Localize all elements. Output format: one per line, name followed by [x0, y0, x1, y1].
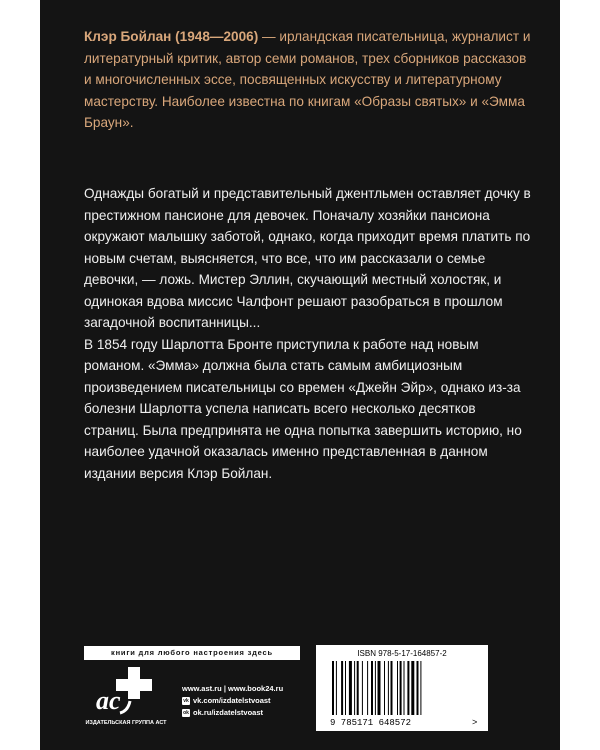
annotation-paragraph: В 1854 году Шарлотта Бронте приступила к работе над новым романом. «Эмма» должна была стать самым амбициозным произведением писательницы со времен «Джейн Эйр», однако из-за болезни Шарлотта успела написать всего несколько десятков страниц. Была предпринята не одна попытка завершить историю, но наиболее удачной оказалась именно представленная в данном издании версия Клэр Бойлан.	[84, 336, 522, 481]
ok-icon: ok	[183, 710, 189, 716]
website-link[interactable]: www.ast.ru | www.book24.ru	[182, 684, 284, 693]
barcode-bar	[336, 661, 337, 715]
book-annotation	[84, 183, 534, 484]
vk-link[interactable]: vk vk.com/izdatelstvoast	[183, 696, 271, 705]
ok-link[interactable]: ok ok.ru/izdatelstvoast	[183, 708, 264, 717]
author-name: Клэр Бойлан (1948—2006)	[84, 29, 259, 44]
publisher-logo-icon	[90, 665, 160, 715]
barcode-bar	[404, 661, 405, 715]
vk-icon: vk	[183, 698, 189, 704]
barcode-digits: 9 785171 648572	[330, 718, 412, 727]
publisher-links	[182, 683, 283, 719]
svg-text:ac: ac	[96, 686, 121, 715]
back-cover	[40, 0, 560, 750]
barcode-bar	[375, 661, 376, 715]
barcode-bar	[420, 661, 421, 715]
barcode-bar	[362, 661, 363, 715]
annotation-paragraph: Однажды богатый и представительный джентльмен оставляет дочку в престижном пансионе для девочек. Поначалу хозяйки пансиона окружают малышку заботой, однако, когда приходит время платить по новым счетам, выясняется, что все, что им рассказали о семье девочки, — ложь. Мистер Эллин, скучающий местный холостяк, и одинокая вдова миссис Чалфонт решают разобраться в прошлом загадочной воспитанницы...	[84, 186, 531, 330]
series-tagline: книги для любого настроения здесь	[84, 646, 300, 660]
barcode-chevron: >	[472, 718, 478, 727]
barcode-bar	[384, 661, 385, 715]
barcode-bar	[367, 661, 368, 715]
barcode-bar	[357, 661, 359, 715]
barcode-bar	[388, 661, 389, 715]
isbn-label: ISBN 978-5-17-164857-2	[357, 649, 447, 658]
barcode-bar	[345, 661, 346, 715]
publisher-caption: ИЗДАТЕЛЬСКАЯ ГРУППА АСТ	[85, 720, 167, 726]
barcode-bar	[332, 661, 334, 715]
barcode-bar	[341, 661, 343, 715]
barcode-bar	[391, 661, 393, 715]
barcode-bar	[397, 661, 398, 715]
barcode-bar	[354, 661, 355, 715]
author-bio-text: — ирландская писательница, журналист и литературный критик, автор семи романов, трех сборников рассказов и многочисленных эссе, посвященных искусству и литературному мастерству. Наиболее известна по книгам «Образы святых» и «Эмма Браун».	[84, 29, 531, 130]
barcode-bar	[349, 661, 352, 715]
isbn-barcode	[316, 645, 488, 731]
barcode-icon	[322, 661, 482, 727]
barcode-bar	[411, 661, 414, 715]
barcode-bar	[378, 661, 381, 715]
barcode-bar	[417, 661, 419, 715]
author-bio	[84, 26, 534, 134]
barcode-bar	[407, 661, 409, 715]
barcode-bar	[400, 661, 402, 715]
barcode-bar	[371, 661, 373, 715]
